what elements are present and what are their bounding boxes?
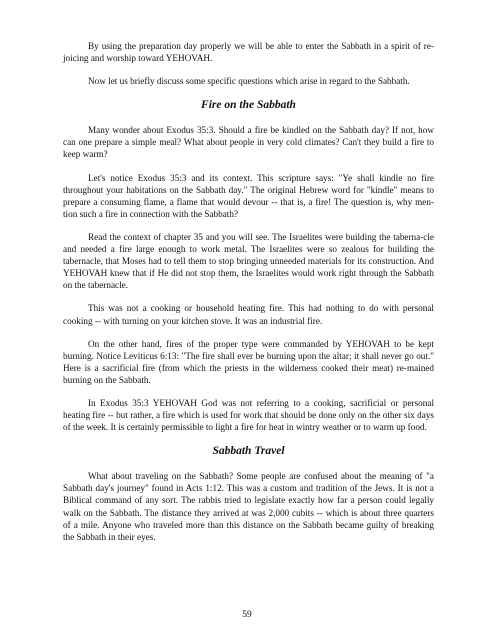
intro-paragraph-2: Now let us briefly discuss some specific questions which arise in regard to the Sabbath. (88, 76, 410, 87)
intro-paragraph-1: By using the preparation day properly we will be able to enter the Sabbath in a spirit of re-joicing and worship toward YEHOVAH. (63, 41, 434, 64)
fire-paragraph-1: Many wonder about Exodus 35:3. Should a fire be kindled on the Sabbath day? If not, how can one prepare a simple meal? What about people in very cold climates? Can't they build a fire to keep warm? (63, 125, 434, 160)
section-heading-travel: Sabbath Travel (212, 445, 285, 458)
travel-paragraph-1: What about traveling on the Sabbath? Some people are confused about the meaning of "a Sabbath day's journey" found in Acts 1:12. This was a custom and tradition of the Jews. It is not a Biblical command of any sort. The rabbis tried to legislate exactly how far a person could legally walk on the Sabbath. The distance they arrived at was 2,000 cubits -- which is about three quarters of a mile. Anyone who traveled more than this distance on the Sabbath became guilty of breaking the Sabbath in their eyes. (63, 471, 434, 542)
page-content (63, 40, 434, 554)
fire-paragraph-6: In Exodus 35:3 YEHOVAH God was not referring to a cooking, sacrificial or personal heating fire -- but rather, a fire which is used for work that should be done only on the other six days of the week. It is certainly permissible to light a fire for heat in wintry weather or to warm up food. (63, 397, 434, 433)
section-heading-fire: Fire on the Sabbath (201, 99, 296, 112)
fire-paragraph-4: This was not a cooking or household heating fire. This had nothing to do with personal cooking -- with turning on your kitchen stove. It was an industrial fire. (63, 303, 434, 326)
fire-paragraph-3: Read the context of chapter 35 and you will see. The Israelites were building the taberna-cle and needed a fire large enough to work metal. The Israelites were so zealous for building the tabernacle, that Moses had to tell them to stop bringing unneeded materials for its construction. And YEHOVAH knew that if He did not stop them, the Israelites would work right through the Sabbath on the tabernacle. (63, 231, 434, 291)
fire-paragraph-5: On the other hand, fires of the proper type were commanded by YEHOVAH to be kept burning. Notice Leviticus 6:13: "The fire shall ever be burning upon the altar; it shall never go out." Here is a sacrificial fire (from which the priests in the wilderness cooked their meat) re-mained burning on the Sabbath. (63, 338, 434, 385)
fire-paragraph-2: Let's notice Exodus 35:3 and its context. This scripture says: "Ye shall kindle no fire throughout your habitations on the Sabbath day." The original Hebrew word for "kindle" means to prepare a consuming flame, a flame that would devour -- that is, a fire! The question is, why men-tion such a fire in connection with the Sabbath? (63, 172, 434, 219)
page-number: 59 (242, 610, 252, 620)
